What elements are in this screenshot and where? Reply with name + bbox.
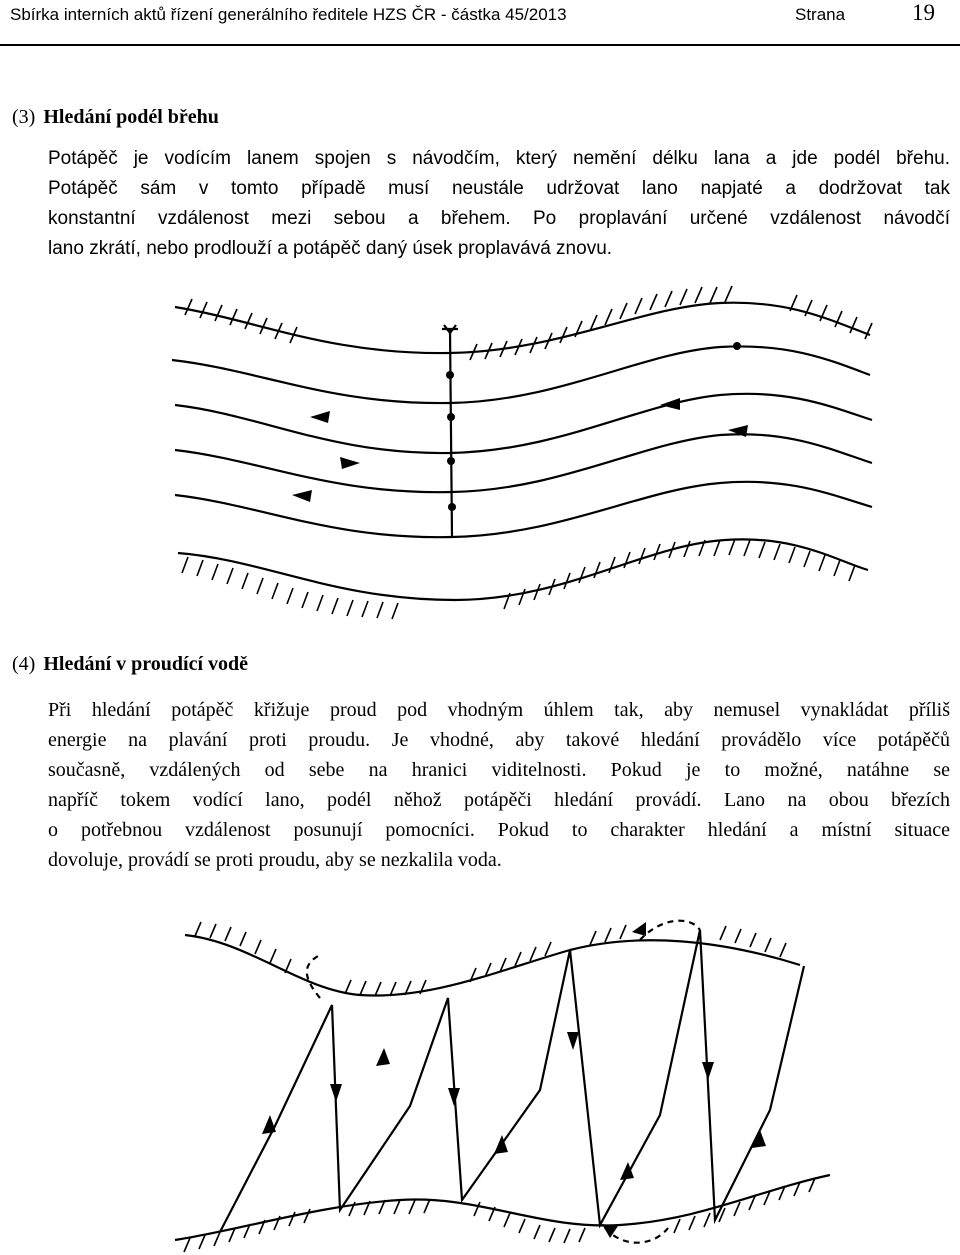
upper-bank-hatching <box>195 922 786 996</box>
upper-bank-line <box>185 935 800 996</box>
paragraph-line: o potřebnou vzdálenost posunují pomocníci. Pokud to charakter hledání a místní situace <box>48 819 950 841</box>
document-title: Sbírka interních aktů řízení generálního ředitele HZS ČR - částka 45/2013 <box>10 5 567 24</box>
current-search-figure <box>0 910 960 1255</box>
paragraph-line: lano zkrátí, nebo prodlouží a potápěč daný úsek proplavává znovu. <box>48 238 613 259</box>
paragraph-line: energie na plavání proti proudu. Je vhodné, aby takové hledání provádělo více potápěčů <box>48 729 950 751</box>
swim-path <box>175 482 872 537</box>
page-header <box>0 0 960 46</box>
paragraph-line: Potápěč sám v tomto případě musí neustále udržovat lano napjaté a dodržovat tak <box>48 178 950 199</box>
section-3-number: (3) <box>12 106 36 128</box>
paragraph-line: Při hledání potápěč křižuje proud pod vhodným úhlem tak, aby nemusel vynakládat příliš <box>48 699 950 721</box>
section-4-title: Hledání v proudící vodě <box>43 653 248 675</box>
paragraph-line: konstantní vzdálenost mezi sebou a břehem. Po proplavání určené vzdálenost návodčí <box>48 208 950 229</box>
section-4-heading <box>12 653 248 676</box>
lower-bank-hatching <box>182 539 855 619</box>
section-4-paragraph <box>48 695 950 875</box>
page-label: Strana <box>795 5 846 24</box>
lower-bank-hatching <box>184 1178 815 1252</box>
page-number: 19 <box>912 0 935 25</box>
section-3-paragraph <box>48 144 950 264</box>
paragraph-line: Potápěč je vodícím lanem spojen s návodčím, který nemění délku lana a jde podél břehu. <box>48 148 950 169</box>
paragraph-line: dovoluje, provádí se proti proudu, aby se nezkalila voda. <box>48 849 502 871</box>
return-path-top <box>640 921 700 940</box>
section-3-title: Hledání podél břehu <box>43 106 219 128</box>
header-divider <box>0 44 960 46</box>
swim-path <box>175 394 872 453</box>
section-3-heading <box>12 106 219 129</box>
lower-bank-line <box>178 539 868 600</box>
guide-stake-icon <box>442 325 458 333</box>
paragraph-line: současně, vzdálených od sebe na hranici viditelnosti. Pokud je to možné, natáhne se <box>48 759 950 781</box>
shore-search-figure <box>0 285 960 625</box>
paragraph-line: napříč tokem vodící lano, podél něhož potápěči hledání provádí. Lano na obou březích <box>48 789 950 811</box>
return-path-left <box>307 955 320 998</box>
upper-bank-hatching <box>185 286 872 360</box>
section-4-number: (4) <box>12 653 36 675</box>
